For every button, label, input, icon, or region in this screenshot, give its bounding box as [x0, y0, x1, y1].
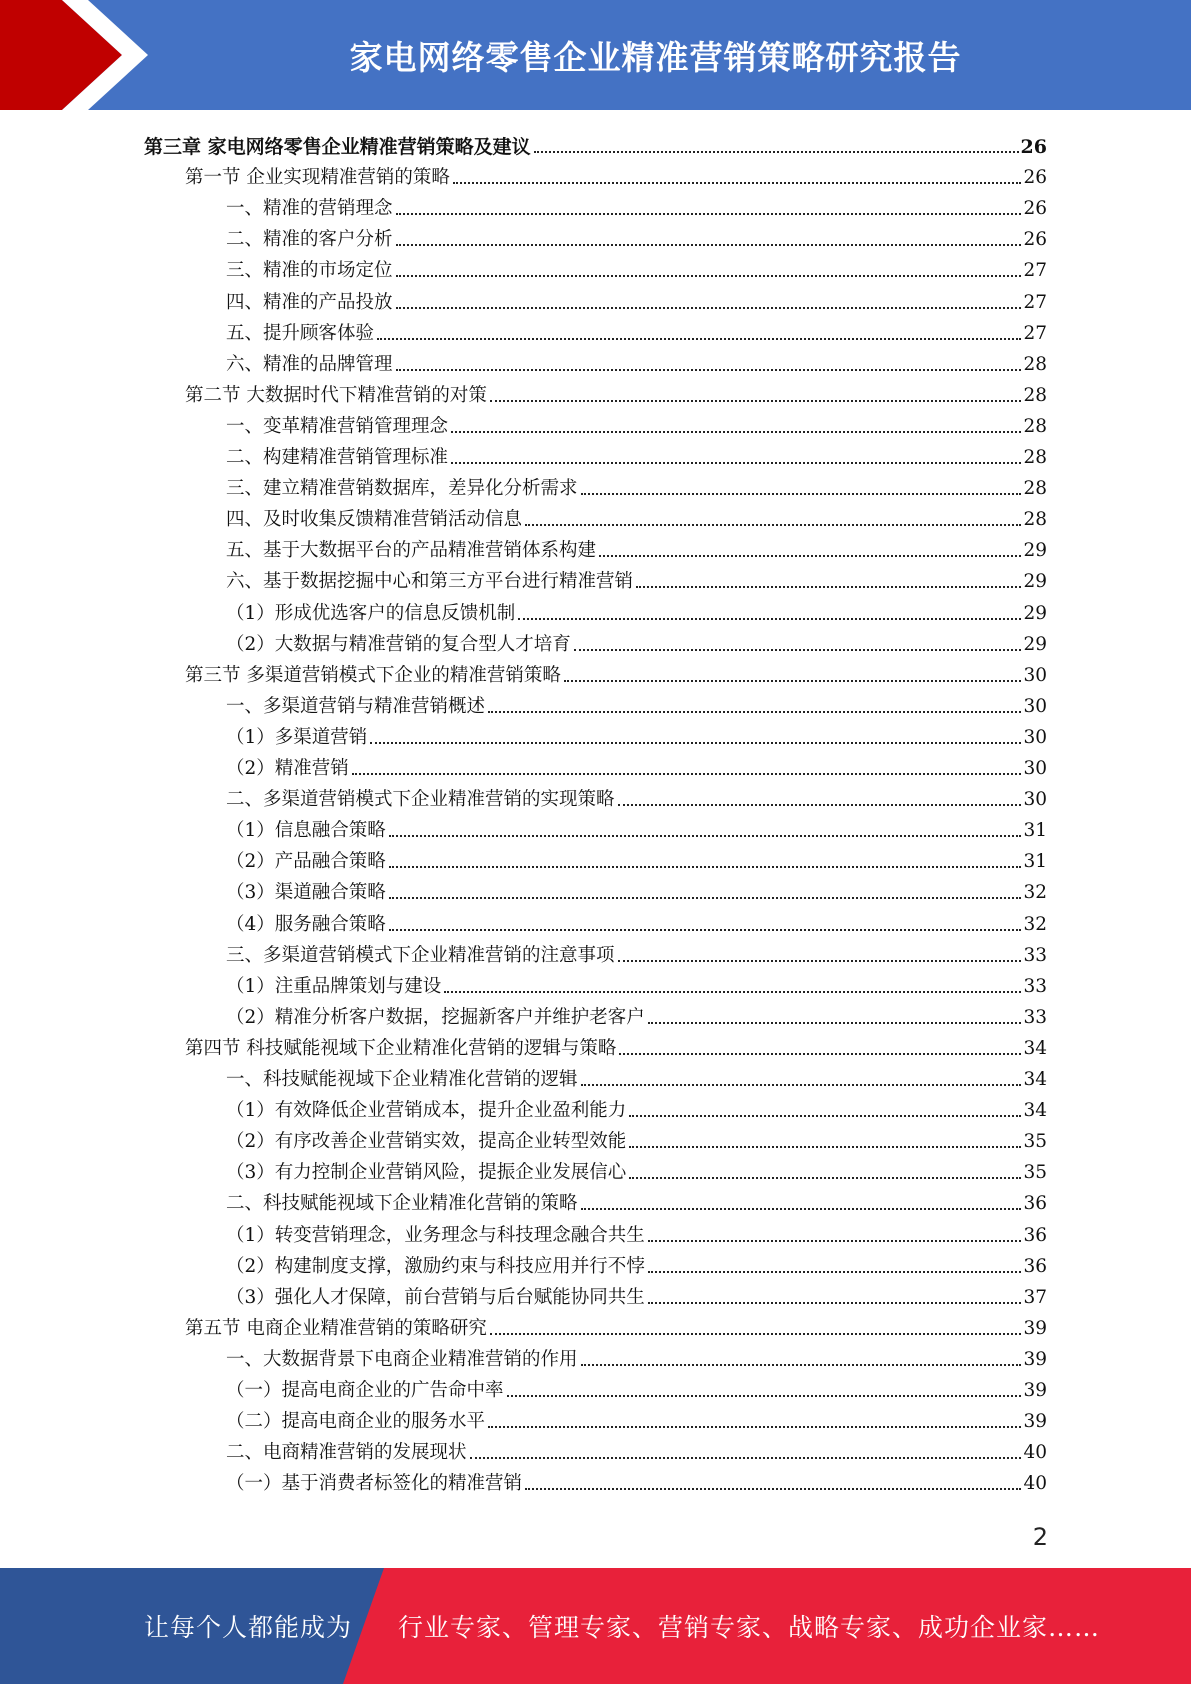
toc-subsection-entry[interactable] — [226, 1371, 1047, 1402]
toc-subsection-entry[interactable] — [226, 189, 1047, 220]
toc-section-entry[interactable] — [185, 1029, 1047, 1060]
toc-entry-title: 三、建立精准营销数据库，差异化分析需求 — [226, 478, 578, 500]
toc-entry-title: 第三章 家电网络零售企业精准营销策略及建议 — [144, 136, 531, 158]
toc-dot-leader — [525, 1488, 1021, 1490]
toc-subsection-entry[interactable] — [226, 1153, 1047, 1184]
toc-subsection-entry[interactable] — [226, 1247, 1047, 1278]
toc-dot-leader — [488, 711, 1021, 713]
toc-entry-page: 39 — [1023, 1348, 1047, 1370]
toc-entry-page: 27 — [1023, 322, 1047, 344]
toc-entry-title: （1）注重品牌策划与建设 — [226, 975, 442, 997]
toc-entry-title: 一、变革精准营销管理理念 — [226, 415, 449, 437]
toc-entry-title: 三、多渠道营销模式下企业精准营销的注意事项 — [226, 944, 615, 966]
toc-dot-leader — [636, 586, 1021, 588]
toc-entry-title: （4）服务融合策略 — [226, 913, 386, 935]
toc-dot-leader — [453, 182, 1022, 184]
page-number: 2 — [1032, 1523, 1048, 1551]
toc-entry-page: 33 — [1023, 1006, 1047, 1028]
toc-subsection-entry[interactable] — [226, 1184, 1047, 1215]
toc-entry-title: 四、精准的产品投放 — [226, 291, 393, 313]
toc-subsection-entry[interactable] — [226, 1091, 1047, 1122]
toc-subsection-entry[interactable] — [226, 1278, 1047, 1309]
toc-section-entry[interactable] — [185, 376, 1047, 407]
toc-subsection-entry[interactable] — [226, 842, 1047, 873]
toc-entry-page: 27 — [1023, 260, 1047, 282]
toc-entry-page: 35 — [1023, 1162, 1047, 1184]
toc-entry-page: 40 — [1023, 1442, 1047, 1464]
toc-entry-title: 一、多渠道营销与精准营销概述 — [226, 695, 486, 717]
toc-dot-leader — [648, 1240, 1022, 1242]
toc-entry-title: 二、精准的客户分析 — [226, 229, 393, 251]
toc-section-entry[interactable] — [185, 1309, 1047, 1340]
footer-slogan-right: 行业专家、管理专家、营销专家、战略专家、成功企业家…… — [398, 1613, 1101, 1642]
toc-subsection-entry[interactable] — [226, 1433, 1047, 1464]
toc-entry-page: 29 — [1023, 571, 1047, 593]
toc-entry-page: 29 — [1023, 633, 1047, 655]
toc-entry-page: 28 — [1023, 478, 1047, 500]
toc-entry-page: 29 — [1023, 602, 1047, 624]
toc-subsection-entry[interactable] — [226, 314, 1047, 345]
toc-entry-page: 39 — [1023, 1317, 1047, 1339]
toc-entry-page: 31 — [1023, 820, 1047, 842]
toc-entry-title: （二）提高电商企业的服务水平 — [226, 1411, 486, 1433]
toc-entry-title: （2）有序改善企业营销实效，提高企业转型效能 — [226, 1131, 627, 1153]
toc-entry-title: 二、科技赋能视域下企业精准化营销的策略 — [226, 1193, 578, 1215]
toc-entry-page: 26 — [1023, 198, 1047, 220]
report-title: 家电网络零售企业精准营销策略研究报告 — [349, 37, 962, 77]
toc-entry-page: 30 — [1023, 726, 1047, 748]
toc-dot-leader — [451, 431, 1021, 433]
toc-dot-leader — [490, 400, 1022, 402]
toc-entry-title: 第三节 多渠道营销模式下企业的精准营销策略 — [185, 664, 561, 686]
toc-entry-page: 39 — [1023, 1380, 1047, 1401]
toc-subsection-entry[interactable] — [226, 1060, 1047, 1091]
toc-subsection-entry[interactable] — [226, 531, 1047, 562]
toc-entry-page: 27 — [1023, 291, 1047, 313]
toc-entry-page: 26 — [1020, 136, 1047, 158]
toc-dot-leader — [490, 1333, 1022, 1335]
toc-dot-leader — [534, 151, 1019, 153]
toc-chapter-entry[interactable] — [144, 127, 1047, 158]
toc-entry-page: 28 — [1023, 353, 1047, 375]
toc-dot-leader — [389, 835, 1022, 837]
toc-entry-title: 四、及时收集反馈精准营销活动信息 — [226, 509, 523, 531]
toc-entry-title: 一、精准的营销理念 — [226, 198, 393, 220]
toc-dot-leader — [648, 1022, 1022, 1024]
toc-entry-page: 34 — [1023, 1037, 1047, 1059]
toc-entry-title: （3）强化人才保障，前台营销与后台赋能协同共生 — [226, 1286, 645, 1308]
toc-entry-title: 第五节 电商企业精准营销的策略研究 — [185, 1317, 487, 1339]
toc-entry-title: （1）形成优选客户的信息反馈机制 — [226, 602, 516, 624]
toc-entry-page: 33 — [1023, 944, 1047, 966]
toc-entry-title: 二、构建精准营销管理标准 — [226, 447, 449, 468]
toc-dot-leader — [629, 1177, 1021, 1179]
toc-subsection-entry[interactable] — [226, 594, 1047, 625]
toc-entry-page: 36 — [1023, 1255, 1047, 1277]
toc-dot-leader — [648, 1302, 1022, 1304]
toc-dot-leader — [581, 1208, 1022, 1210]
toc-subsection-entry[interactable] — [226, 251, 1047, 282]
toc-dot-leader — [444, 991, 1021, 993]
toc-dot-leader — [581, 493, 1022, 495]
toc-entry-title: （一）提高电商企业的广告命中率 — [226, 1380, 504, 1401]
toc-subsection-entry[interactable] — [226, 625, 1047, 656]
toc-section-entry[interactable] — [185, 656, 1047, 687]
chevron-decoration-icon — [0, 0, 160, 110]
toc-entry-title: 一、科技赋能视域下企业精准化营销的逻辑 — [226, 1069, 578, 1090]
toc-subsection-entry[interactable] — [226, 998, 1047, 1029]
toc-dot-leader — [352, 773, 1022, 775]
toc-entry-page: 35 — [1023, 1131, 1047, 1153]
toc-subsection-entry[interactable] — [226, 967, 1047, 998]
toc-dot-leader — [470, 1457, 1022, 1459]
toc-subsection-entry[interactable] — [226, 407, 1047, 438]
toc-dot-leader — [518, 618, 1021, 620]
toc-subsection-entry[interactable] — [226, 780, 1047, 811]
toc-dot-leader — [599, 555, 1021, 557]
toc-entry-page: 26 — [1023, 229, 1047, 251]
toc-entry-page: 30 — [1023, 789, 1047, 811]
toc-entry-page: 33 — [1023, 975, 1047, 997]
toc-subsection-entry[interactable] — [226, 1122, 1047, 1153]
toc-subsection-entry[interactable] — [226, 438, 1047, 469]
toc-dot-leader — [396, 307, 1022, 309]
toc-entry-page: 28 — [1023, 415, 1047, 437]
toc-entry-title: 一、大数据背景下电商企业精准营销的作用 — [226, 1348, 578, 1370]
toc-subsection-entry[interactable] — [226, 1340, 1047, 1371]
toc-entry-page: 28 — [1023, 447, 1047, 468]
toc-entry-title: （2）构建制度支撑，激励约束与科技应用并行不悖 — [226, 1255, 645, 1277]
toc-entry-title: 五、提升顾客体验 — [226, 322, 375, 344]
toc-subsection-entry[interactable] — [226, 936, 1047, 967]
toc-dot-leader — [389, 866, 1022, 868]
toc-entry-title: 六、精准的品牌管理 — [226, 353, 393, 375]
toc-entry-title: （一）基于消费者标签化的精准营销 — [226, 1473, 523, 1495]
toc-entry-title: （2）产品融合策略 — [226, 851, 386, 873]
toc-dot-leader — [648, 1271, 1022, 1273]
toc-dot-leader — [581, 1364, 1022, 1366]
toc-subsection-entry[interactable] — [226, 687, 1047, 718]
toc-dot-leader — [619, 1053, 1021, 1055]
toc-entry-page: 28 — [1023, 384, 1047, 406]
footer-slogan-left: 让每个人都能成为 — [144, 1613, 353, 1642]
toc-subsection-entry[interactable] — [226, 1464, 1047, 1495]
toc-entry-page: 28 — [1023, 509, 1047, 531]
toc-entry-page: 32 — [1023, 882, 1047, 904]
report-footer — [0, 1568, 1191, 1684]
toc-entry-page: 36 — [1023, 1224, 1047, 1246]
toc-dot-leader — [389, 929, 1022, 931]
toc-subsection-entry[interactable] — [226, 905, 1047, 936]
toc-entry-title: （3）有力控制企业营销风险，提振企业发展信心 — [226, 1162, 627, 1184]
toc-subsection-entry[interactable] — [226, 873, 1047, 904]
toc-entry-page: 34 — [1023, 1069, 1047, 1090]
toc-section-entry[interactable] — [185, 158, 1047, 189]
toc-subsection-entry[interactable] — [226, 1216, 1047, 1247]
toc-entry-title: 六、基于数据挖掘中心和第三方平台进行精准营销 — [226, 571, 634, 593]
toc-entry-title: 五、基于大数据平台的产品精准营销体系构建 — [226, 540, 597, 562]
toc-entry-page: 40 — [1023, 1473, 1047, 1495]
toc-dot-leader — [525, 524, 1021, 526]
toc-entry-page: 30 — [1023, 664, 1047, 686]
toc-dot-leader — [396, 213, 1022, 215]
toc-entry-title: 二、多渠道营销模式下企业精准营销的实现策略 — [226, 789, 615, 811]
toc-entry-title: （1）有效降低企业营销成本，提升企业盈利能力 — [226, 1100, 627, 1122]
toc-entry-title: （3）渠道融合策略 — [226, 882, 386, 904]
toc-dot-leader — [629, 1115, 1021, 1117]
toc-subsection-entry[interactable] — [226, 811, 1047, 842]
toc-dot-leader — [370, 742, 1021, 744]
toc-entry-title: （2）大数据与精准营销的复合型人才培育 — [226, 633, 571, 655]
toc-entry-title: 第四节 科技赋能视域下企业精准化营销的逻辑与策略 — [185, 1037, 617, 1059]
toc-entry-title: （1）信息融合策略 — [226, 820, 386, 842]
toc-dot-leader — [396, 369, 1022, 371]
toc-dot-leader — [564, 680, 1022, 682]
toc-subsection-entry[interactable] — [226, 345, 1047, 376]
toc-subsection-entry[interactable] — [226, 562, 1047, 593]
toc-dot-leader — [507, 1395, 1022, 1397]
toc-subsection-entry[interactable] — [226, 283, 1047, 314]
toc-dot-leader — [629, 1146, 1021, 1148]
toc-dot-leader — [574, 649, 1022, 651]
toc-entry-page: 26 — [1023, 167, 1047, 189]
toc-subsection-entry[interactable] — [226, 749, 1047, 780]
toc-entry-title: 二、电商精准营销的发展现状 — [226, 1442, 467, 1464]
toc-dot-leader — [396, 275, 1022, 277]
toc-entry-page: 29 — [1023, 540, 1047, 562]
toc-subsection-entry[interactable] — [226, 469, 1047, 500]
toc-dot-leader — [618, 804, 1022, 806]
toc-entry-title: （1）转变营销理念，业务理念与科技理念融合共生 — [226, 1224, 645, 1246]
toc-entry-title: （2）精准营销 — [226, 758, 349, 779]
toc-dot-leader — [377, 338, 1021, 340]
toc-entry-title: 第一节 企业实现精准营销的策略 — [185, 167, 450, 189]
toc-entry-title: 三、精准的市场定位 — [226, 260, 393, 282]
toc-subsection-entry[interactable] — [226, 220, 1047, 251]
toc-dot-leader — [389, 897, 1022, 899]
toc-dot-leader — [618, 960, 1022, 962]
report-header — [0, 0, 1191, 110]
toc-entry-title: （2）精准分析客户数据，挖掘新客户并维护老客户 — [226, 1006, 645, 1028]
toc-subsection-entry[interactable] — [226, 1402, 1047, 1433]
toc-entry-page: 37 — [1023, 1286, 1047, 1308]
toc-entry-page: 30 — [1023, 758, 1047, 779]
toc-dot-leader — [396, 244, 1022, 246]
toc-dot-leader — [451, 462, 1021, 464]
toc-subsection-entry[interactable] — [226, 500, 1047, 531]
toc-entry-page: 31 — [1023, 851, 1047, 873]
toc-subsection-entry[interactable] — [226, 718, 1047, 749]
toc-entry-title: 第二节 大数据时代下精准营销的对策 — [185, 384, 487, 406]
toc-entry-page: 30 — [1023, 695, 1047, 717]
toc-entry-page: 39 — [1023, 1411, 1047, 1433]
toc-dot-leader — [581, 1084, 1022, 1086]
toc-entry-page: 36 — [1023, 1193, 1047, 1215]
toc-entry-page: 34 — [1023, 1100, 1047, 1122]
toc-entry-page: 32 — [1023, 913, 1047, 935]
toc-dot-leader — [488, 1426, 1021, 1428]
toc-entry-title: （1）多渠道营销 — [226, 726, 368, 748]
